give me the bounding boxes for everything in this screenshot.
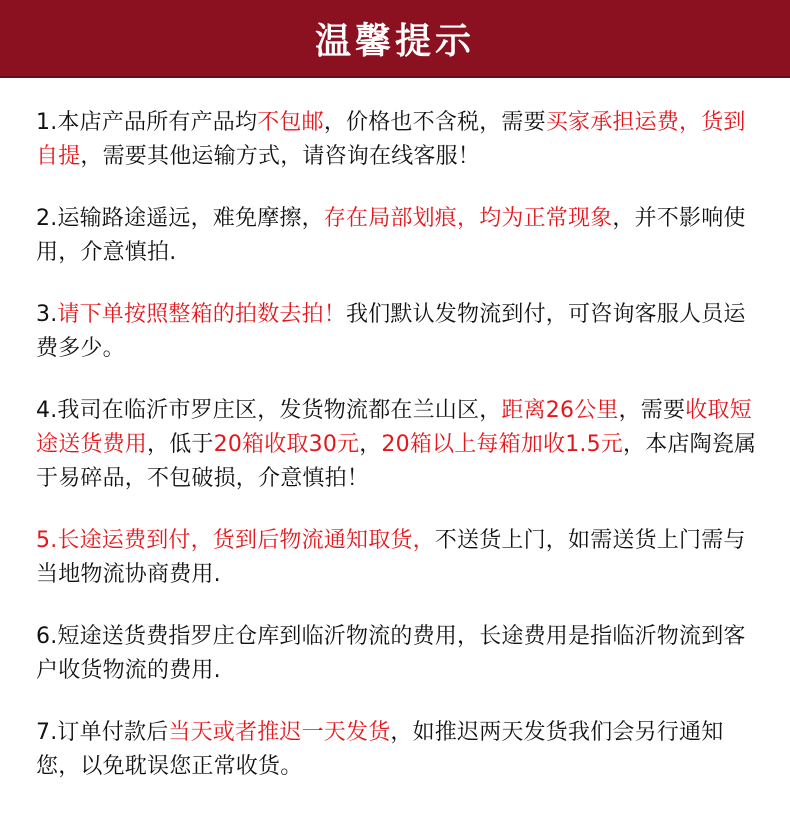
notice-4 (36, 394, 758, 496)
notice-text: ，需要其他运输方式，请咨询在线客服！ (80, 144, 481, 169)
notice-text: ，价格也不含税，需要 (323, 110, 546, 135)
notice-text: 7.订单付款后 (36, 720, 169, 745)
notice-highlight: 收取短途送货费用 (36, 398, 752, 457)
notice-text: ，低于 (147, 432, 214, 457)
notice-text: ，需要 (618, 398, 686, 423)
notice-highlight: 请下单按照整箱的拍数去拍！ (57, 302, 346, 327)
page-title: 温馨提示 (314, 20, 475, 62)
notice-text: 1.本店产品所有产品均 (36, 110, 258, 135)
notice-highlight: 距离26公里 (501, 398, 619, 423)
notice-list (0, 106, 790, 784)
notice-3 (36, 298, 758, 366)
notice-text: ，如推迟两天发货我们会另行通知您，以免耽误您正常收货。 (36, 720, 724, 779)
notice-5 (36, 524, 758, 592)
notice-text: ，并不影响使用，介意慎拍. (36, 206, 746, 265)
notice-highlight: 20箱以上每箱加收1.5元 (381, 432, 624, 457)
notice-highlight: 20箱收取30元 (213, 432, 360, 457)
notice-highlight: 买家承担运费，货到自提 (36, 110, 746, 169)
notice-6 (36, 620, 758, 688)
notice-highlight: 不包邮 (257, 110, 324, 135)
notice-text: ，本店陶瓷属于易碎品，不包破损，介意慎拍！ (36, 432, 757, 491)
notice-text: 4.我司在临沂市罗庄区，发货物流都在兰山区， (36, 398, 502, 423)
notice-7 (36, 716, 758, 784)
notice-highlight: 当天或者推迟一天发货 (168, 720, 391, 745)
notice-text: ， (359, 432, 382, 457)
notice-text: 我们默认发物流到付，可咨询客服人员运费多少。 (36, 302, 746, 361)
notice-text: 6.短途送货费指罗庄仓库到临沂物流的费用，长途费用是指临沂物流到客户收货物流的费用. (36, 624, 746, 683)
notice-text: 不送货上门，如需送货上门需与当地物流协商费用. (36, 528, 746, 587)
notice-highlight: 存在局部划痕，均为正常现象 (323, 206, 613, 231)
header-banner (0, 0, 790, 78)
notice-text: 2.运输路途遥远，难免摩擦， (36, 206, 324, 231)
notice-2 (36, 202, 758, 270)
notice-text: 3. (36, 302, 58, 327)
notice-highlight: 5.长途运费到付，货到后物流通知取货， (36, 528, 435, 553)
notice-1 (36, 106, 758, 174)
